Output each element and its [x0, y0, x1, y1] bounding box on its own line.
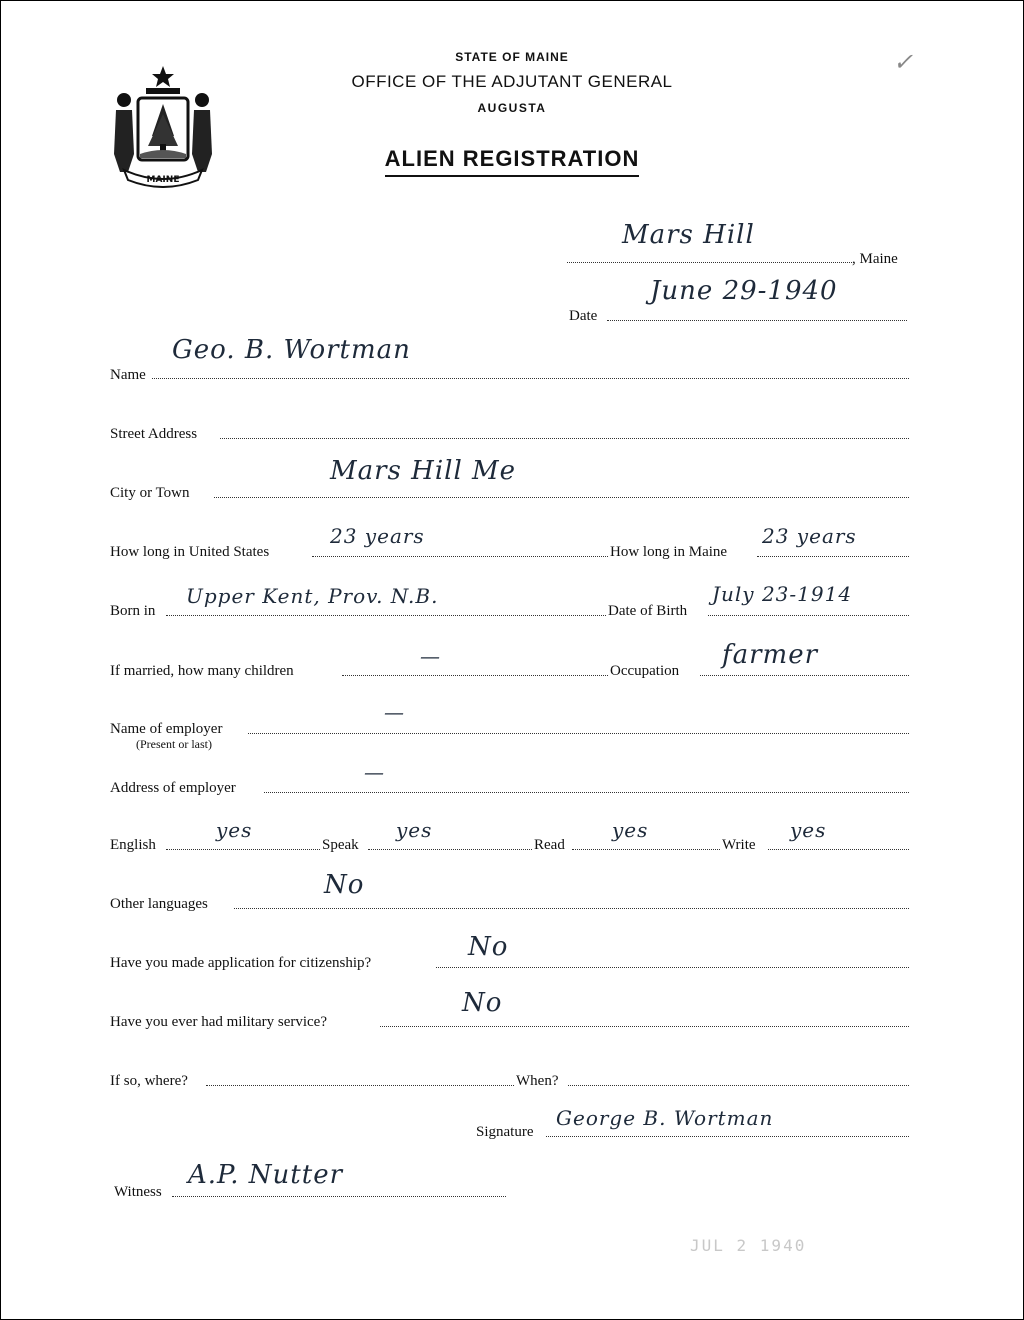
street-label: Street Address: [110, 426, 198, 442]
read-value[interactable]: yes: [612, 818, 649, 842]
witness-label: Witness: [114, 1184, 162, 1200]
witness-value[interactable]: A.P. Nutter: [188, 1160, 344, 1190]
english-label: English: [110, 837, 156, 853]
children-line: [342, 675, 608, 676]
street-line: [220, 438, 909, 439]
military-value[interactable]: No: [462, 988, 503, 1018]
city-value[interactable]: Mars Hill Me: [330, 456, 517, 486]
born-line: [166, 615, 606, 616]
town-suffix: , Maine: [852, 251, 898, 267]
name-line: [152, 378, 909, 379]
occupation-label: Occupation: [610, 663, 680, 679]
city-line: [214, 497, 909, 498]
town-line: [567, 262, 852, 263]
maine-years-line: [757, 556, 909, 557]
military-line: [380, 1026, 909, 1027]
maine-years-label: How long in Maine: [610, 544, 728, 560]
born-value[interactable]: Upper Kent, Prov. N.B.: [186, 584, 439, 608]
town-value[interactable]: Mars Hill: [622, 220, 755, 250]
occupation-line: [700, 675, 909, 676]
read-line: [572, 849, 720, 850]
read-label: Read: [534, 837, 565, 853]
when-line: [568, 1085, 909, 1086]
dob-line: [708, 615, 909, 616]
city-label: City or Town: [110, 485, 190, 501]
write-value[interactable]: yes: [790, 818, 827, 842]
born-label: Born in: [110, 603, 156, 619]
form-title-text: ALIEN REGISTRATION: [385, 146, 640, 177]
employer-sublabel: (Present or last): [136, 737, 212, 751]
seal-label: MAINE: [146, 175, 180, 185]
where-line: [206, 1085, 514, 1086]
dob-label: Date of Birth: [608, 603, 688, 619]
military-label: Have you ever had military service?: [110, 1014, 327, 1030]
citizenship-label: Have you made application for citizenship?: [110, 955, 372, 971]
english-value[interactable]: yes: [216, 818, 253, 842]
name-label: Name: [110, 367, 146, 383]
header-office: OFFICE OF THE ADJUTANT GENERAL: [351, 72, 673, 91]
employer-address-value[interactable]: —: [364, 760, 385, 784]
header-state: STATE OF MAINE: [455, 50, 569, 64]
signature-label: Signature: [476, 1124, 534, 1140]
where-label: If so, where?: [110, 1073, 188, 1089]
employer-address-line: [264, 792, 909, 793]
employer-label: Name of employer: [110, 721, 223, 737]
signature-line: [546, 1136, 909, 1137]
other-languages-line: [234, 908, 909, 909]
other-languages-label: Other languages: [110, 896, 208, 912]
employer-address-label: Address of employer: [110, 780, 236, 796]
children-value[interactable]: —: [420, 644, 441, 668]
header-city: AUGUSTA: [477, 101, 547, 115]
speak-value[interactable]: yes: [396, 818, 433, 842]
name-value[interactable]: Geo. B. Wortman: [172, 335, 411, 365]
speak-line: [368, 849, 532, 850]
children-label: If married, how many children: [110, 663, 294, 679]
us-years-line: [312, 556, 608, 557]
received-stamp: JUL 2 1940: [690, 1236, 807, 1255]
occupation-value[interactable]: farmer: [722, 640, 819, 670]
write-line: [768, 849, 909, 850]
english-line: [166, 849, 320, 850]
us-years-value[interactable]: 23 years: [330, 524, 425, 548]
witness-line: [172, 1196, 506, 1197]
date-label: Date: [569, 308, 598, 324]
date-line: [607, 320, 907, 321]
signature-value[interactable]: George B. Wortman: [556, 1106, 774, 1130]
citizenship-value[interactable]: No: [468, 932, 509, 962]
maine-years-value[interactable]: 23 years: [762, 524, 857, 548]
check-mark: ✓: [893, 50, 914, 76]
other-languages-value[interactable]: No: [324, 870, 365, 900]
employer-line: [248, 733, 909, 734]
employer-value[interactable]: —: [384, 700, 405, 724]
form-title: [0, 146, 1024, 172]
when-label: When?: [516, 1073, 559, 1089]
write-label: Write: [722, 837, 756, 853]
speak-label: Speak: [322, 837, 359, 853]
citizenship-line: [436, 967, 909, 968]
dob-value[interactable]: July 23-1914: [712, 582, 853, 606]
us-years-label: How long in United States: [110, 544, 270, 560]
date-value[interactable]: June 29-1940: [650, 276, 838, 306]
